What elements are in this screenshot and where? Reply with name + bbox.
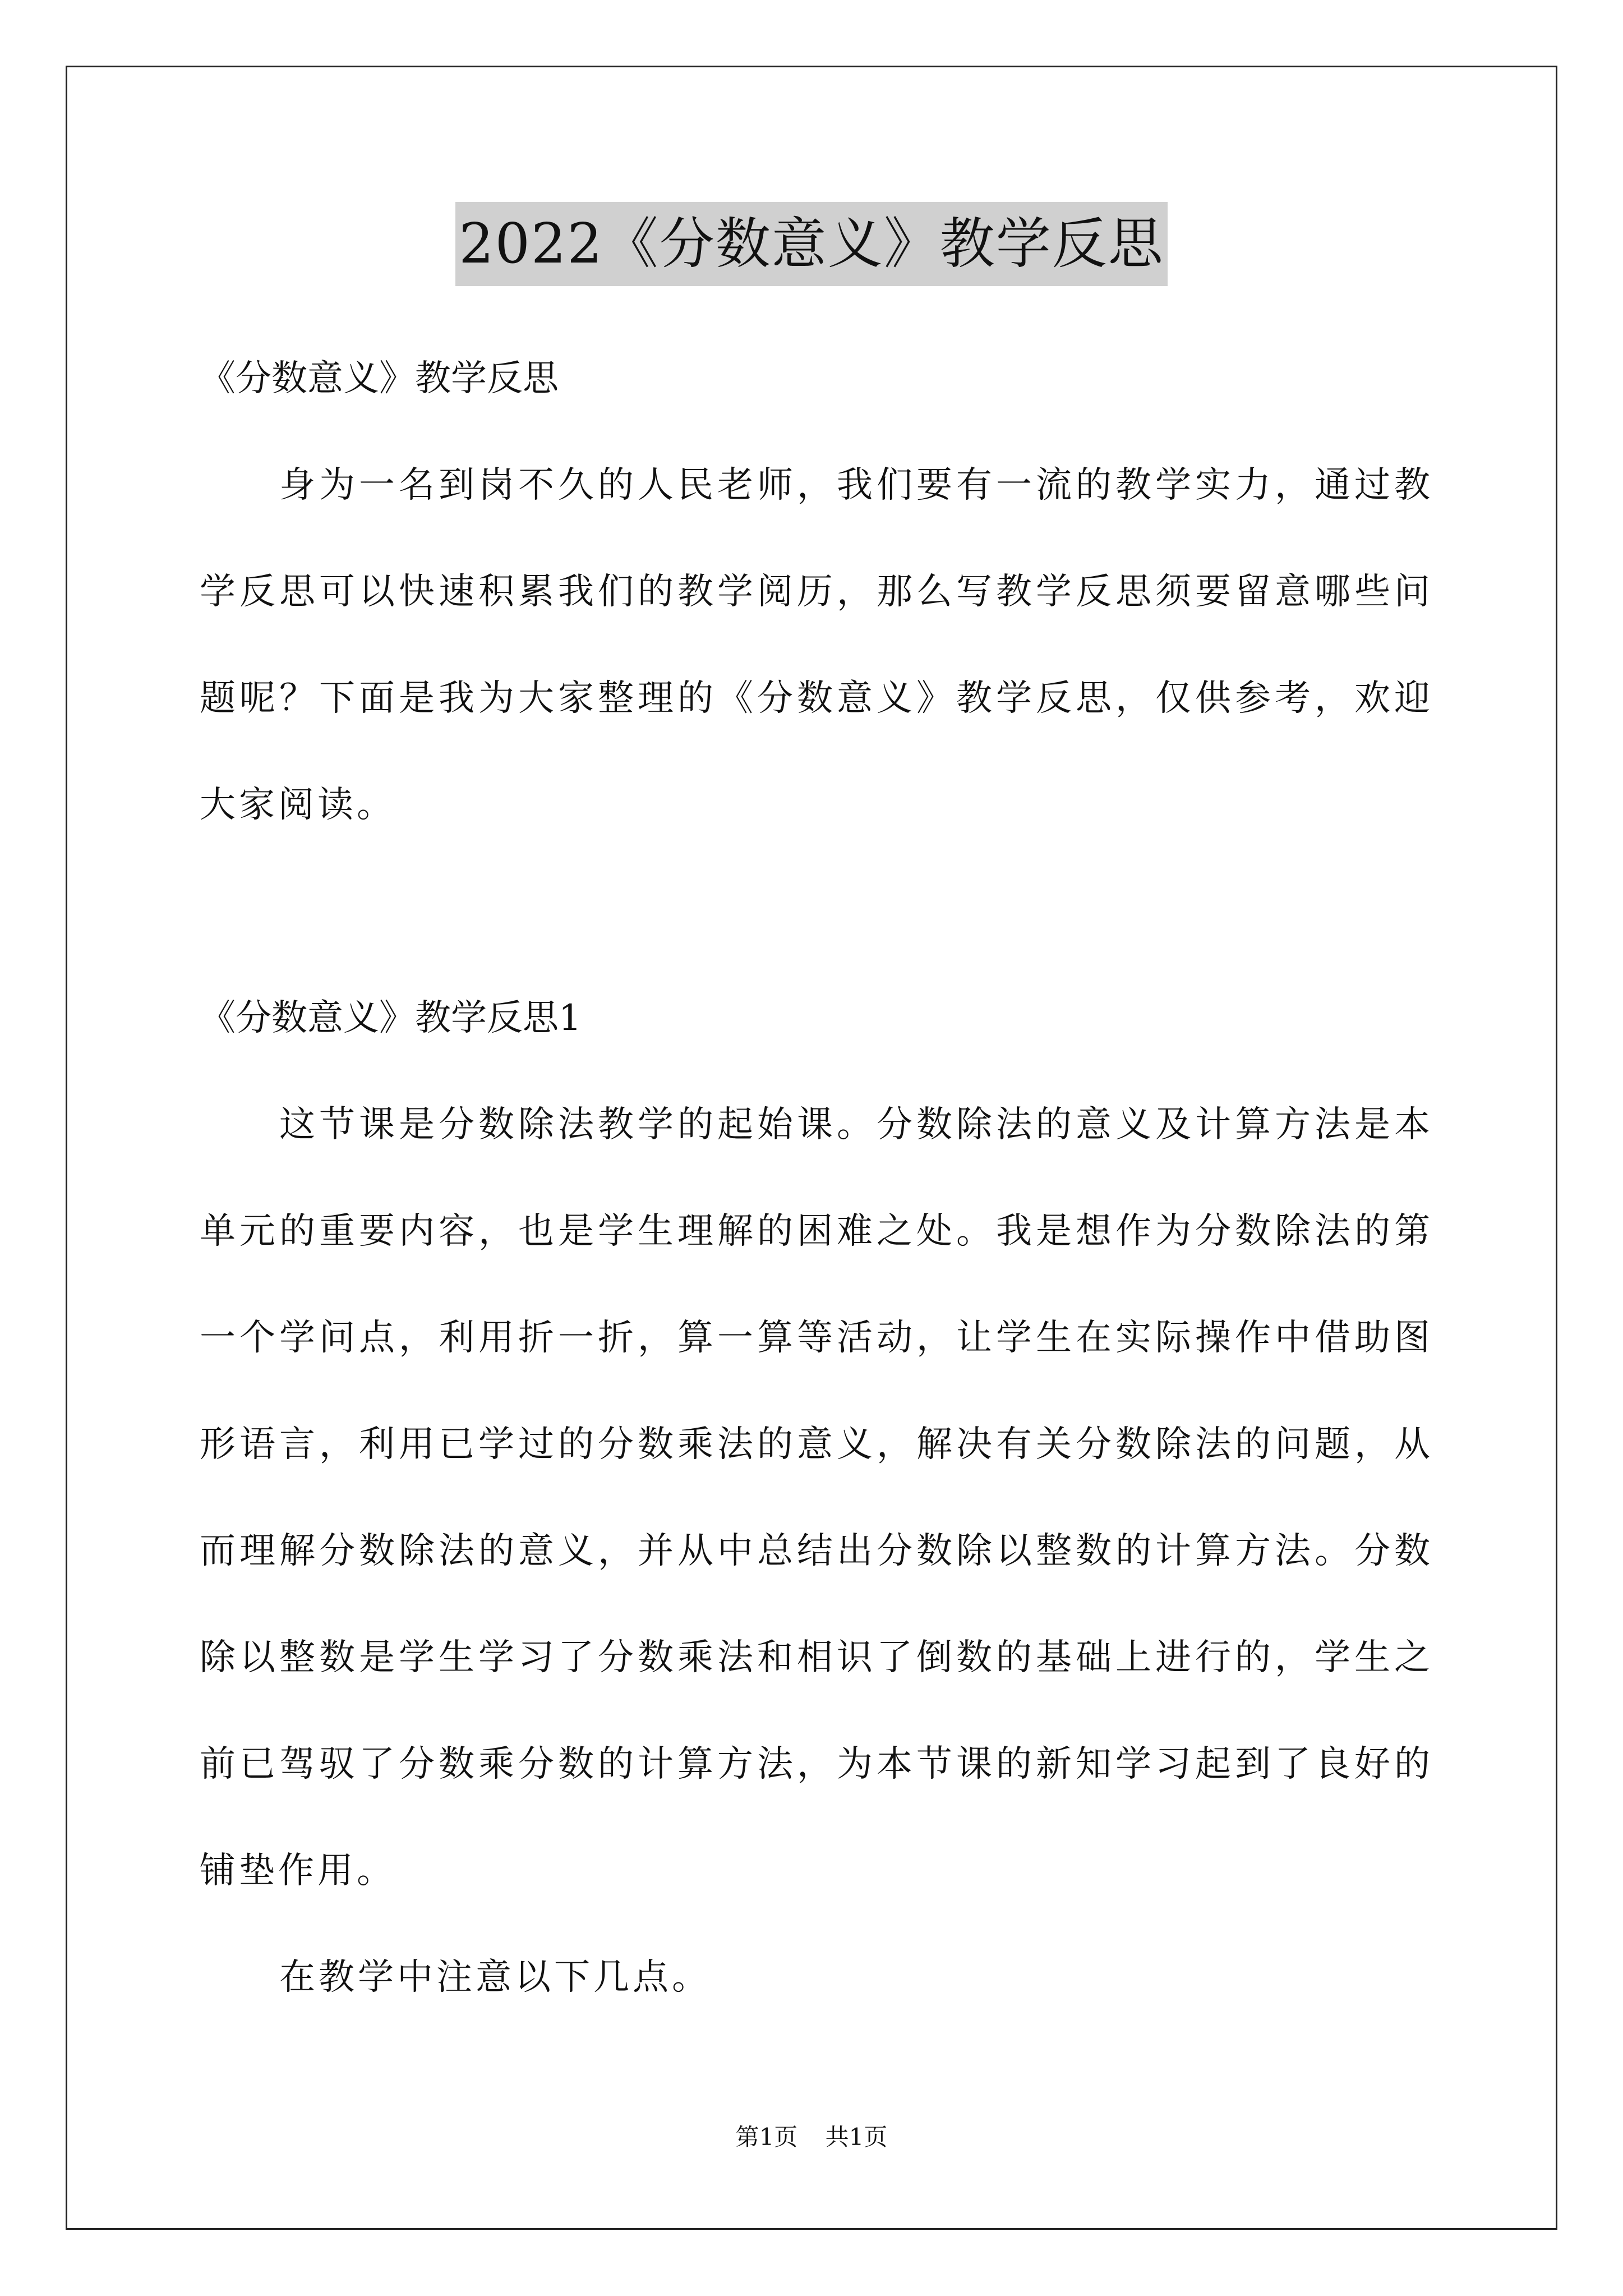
page-number-current: 第1页 bbox=[735, 2123, 798, 2151]
section1-paragraph-2: 在教学中注意以下几点。 bbox=[279, 1957, 711, 1998]
section1-heading: 《分数意义》教学反思1 bbox=[200, 997, 582, 1039]
page-footer bbox=[0, 2120, 1623, 2154]
intro-heading: 《分数意义》教学反思 bbox=[200, 358, 559, 399]
document-title: 2022《分数意义》教学反思 bbox=[455, 202, 1167, 286]
title-container bbox=[0, 202, 1623, 286]
document-body bbox=[200, 325, 1433, 2031]
page-number-total: 共1页 bbox=[825, 2123, 888, 2151]
intro-paragraph: 身为一名到岗不久的人民老师，我们要有一流的教学实力，通过教学反思可以快速积累我们的教学阅历，那么写教学反思须要留意哪些问题呢？下面是我为大家整理的《分数意义》教学反思，仅供参考，欢迎大家阅读。 bbox=[200, 464, 1433, 826]
section-spacer bbox=[200, 858, 1433, 965]
section1-paragraph-1: 这节课是分数除法教学的起始课。分数除法的意义及计算方法是本单元的重要内容，也是学生理解的困难之处。我是想作为分数除法的第一个学问点，利用折一折，算一算等活动，让学生在实际操作中借助图形语言，利用已学过的分数乘法的意义，解决有关分数除法的问题，从而理解分数除法的意义，并从中总结出分数除以整数的计算方法。分数除以整数是学生学习了分数乘法和相识了倒数的基础上进行的，学生之前已驾驭了分数乘分数的计算方法，为本节课的新知学习起到了良好的铺垫作用。 bbox=[200, 1104, 1433, 1892]
